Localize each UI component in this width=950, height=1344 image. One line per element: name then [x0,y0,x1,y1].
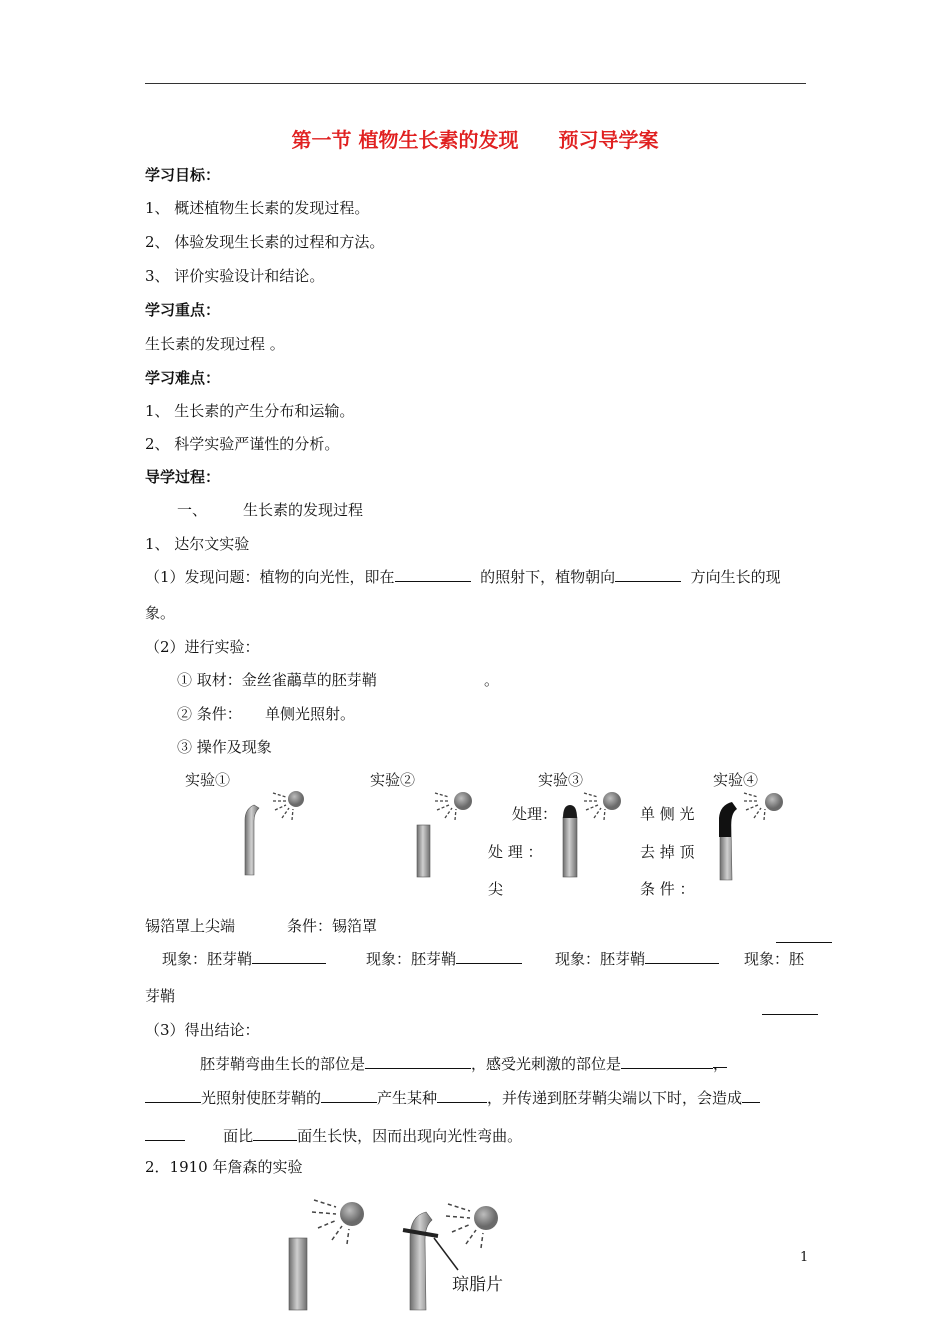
coleoptile-icon [410,1212,432,1310]
blank-field[interactable] [145,1126,185,1141]
question-1-text-b: 的照射下，植物朝向 [480,568,616,586]
tinfoil-condition-text: 条件：锡箔罩 [287,917,378,935]
page-number: 1 [800,1250,809,1265]
blank-field[interactable] [145,1088,201,1103]
key-points-text: 生长素的发现过程 。 [145,335,285,353]
difficulty-item: 1、 生长素的产生分布和运输。 [145,402,355,420]
phenomenon-3 [555,948,719,969]
experiment-label: 实验③ [538,771,584,789]
experiment-4-text-1: 单 侧 光 [640,805,695,823]
light-source-icon [765,793,783,811]
experiment-1-illustration [240,785,310,880]
section-title: 生长素的发现过程 [243,501,364,519]
conclusion-text: ，并传递到胚芽鞘尖端以下时，会造成 [487,1089,743,1107]
conclusion-text: 面生长快，因而出现向光性弯曲。 [297,1127,523,1145]
condition-label: ② 条件： [177,705,242,723]
phenomenon-label: 现象：胚芽鞘 [555,950,646,968]
blank-line [762,1014,818,1015]
jensen-illustration-1 [280,1190,390,1315]
phenomenon-4-label: 现象：胚 [744,950,805,968]
blank-field[interactable] [615,567,681,582]
conclusion-text: ，感受光刺激的部位是 [471,1055,622,1073]
question-1-text-c: 方向生长的现 [690,568,781,586]
objectives-heading: 学习目标： [145,166,221,184]
material-text: ① 取材：金丝雀虉草的胚芽鞘 [177,671,377,689]
tinfoil-cap-icon [719,802,737,837]
question-1-text-a: （1）发现问题：植物的向光性，即在 [145,568,395,586]
key-points-heading: 学习重点： [145,301,221,319]
label-pointer [434,1238,458,1270]
phenomenon-4-wrap: 芽鞘 [145,987,176,1005]
coleoptile-icon [417,825,430,877]
difficulty-item: 2、 科学实验严谨性的分析。 [145,435,340,453]
page-title: 第一节 植物生长素的发现 预习导学案 [291,128,659,152]
process-heading: 导学过程： [145,468,221,486]
phenomenon-label: 现象：胚芽鞘 [366,950,457,968]
objective-item: 1、 概述植物生长素的发现过程。 [145,199,370,217]
tinfoil-cap-icon [563,805,577,818]
condition-text: 单侧光照射。 [265,705,356,723]
conclusion-line-3 [145,1125,522,1146]
experiment-4-text-2: 去 掉 顶 [640,843,695,861]
experiment-label: 实验② [370,771,416,789]
question-1-line [145,566,781,587]
experiment-3-illustration [560,785,630,880]
phenomenon-1 [162,948,326,969]
tinfoil-row-text: 锡箔罩上尖端 [145,917,236,935]
phenomenon-label: 现象：胚芽鞘 [162,950,253,968]
light-source-icon [340,1202,364,1226]
conclusion-text: 胚芽鞘弯曲生长的部位是 [200,1055,366,1073]
question-2-heading: （2）进行实验： [145,638,260,656]
objective-item: 2、 体验发现生长素的过程和方法。 [145,233,385,251]
blank-field[interactable] [253,1126,297,1141]
blank-field[interactable] [252,949,326,964]
agar-label: 琼脂片 [452,1275,503,1295]
conclusion-line-1 [200,1053,727,1074]
light-source-icon [603,792,621,810]
jensen-title: 2．1910 年詹森的实验 [145,1158,303,1176]
blank-field[interactable] [456,949,522,964]
experiment-3-treatment: 处理： [512,805,558,823]
conclusion-text: 面比 [223,1127,254,1145]
conclusion-text: 光照射使胚芽鞘的 [201,1089,322,1107]
coleoptile-icon [563,817,577,877]
experiment-2-illustration [415,785,485,880]
blank-line [776,942,832,943]
jensen-illustration-2 [398,1190,518,1315]
darwin-title: 1、 达尔文实验 [145,535,250,553]
conclusion-line-2 [145,1087,760,1108]
blank-field[interactable] [645,949,719,964]
blank-field[interactable] [365,1054,471,1069]
operations-heading: ③ 操作及现象 [177,738,272,756]
conclusion-heading: （3）得出结论： [145,1021,260,1039]
blank-field[interactable] [742,1088,760,1103]
material-period: 。 [484,671,500,689]
experiment-3-treatment-2: 处 理 ： [488,843,543,861]
coleoptile-icon [245,805,259,875]
blank-field[interactable] [321,1088,377,1103]
question-1-wrap: 象。 [145,604,176,622]
light-source-icon [474,1206,498,1230]
coleoptile-icon [289,1238,307,1310]
difficulties-heading: 学习难点： [145,369,221,387]
experiment-4-text-3: 条 件 ： [640,880,695,898]
experiment-label: 实验① [185,771,231,789]
section-number: 一、 [177,501,208,519]
light-source-icon [454,792,472,810]
experiment-3-treatment-3: 尖 [488,880,504,898]
header-rule [145,83,806,84]
blank-field[interactable] [621,1054,713,1069]
light-source-icon [288,791,304,807]
blank-field[interactable]: ， [713,1055,729,1073]
blank-field[interactable] [437,1088,487,1103]
phenomenon-2 [366,948,522,969]
blank-field[interactable] [395,567,471,582]
experiment-label: 实验④ [713,771,759,789]
experiment-4-illustration [712,785,792,885]
conclusion-text: 产生某种 [377,1089,438,1107]
objective-item: 3、 评价实验设计和结论。 [145,267,325,285]
